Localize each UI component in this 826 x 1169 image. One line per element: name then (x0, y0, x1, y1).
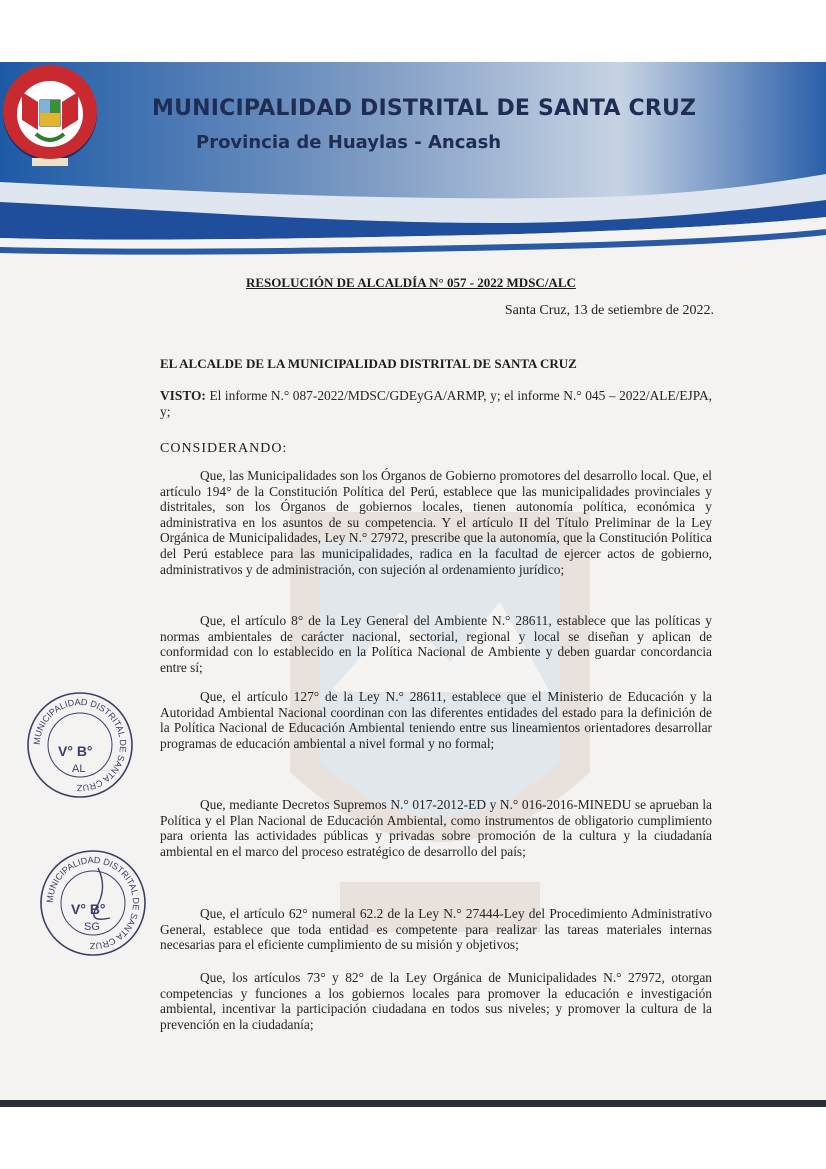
stamp-al-mark: V° B° (58, 743, 93, 759)
considerando-paragraph-3: Que, el artículo 127° de la Ley N.° 28611, establece que el Ministerio de Educación y la Autoridad Ambiental Nacional coordinan con las diferentes entidades del estado para la definición de la Política Nacional de Educación Ambiental teniendo entre sus lineamientos orientadores desarrollar programas de educación ambiental a nivel formal y no formal; (160, 689, 712, 751)
considerando-paragraph-1: Que, las Municipalidades son los Órganos de Gobierno promotores del desarrollo local. Que, el artículo 194° de la Constitución Política del Perú, establece que las municipalidades provinciales y distritales, son los Órganos de gobiernos locales, tienen autonomía política, económica y administrativa en los asuntos de su competencia. Y el artículo II del Título Preliminar de la Ley Orgánica de Municipalidades, Ley N.° 27972, prescribe que la autonomía, que la Constitución Política del Perú establece para las municipalidades, radica en la facultad de ejercer actos de gobierno, administrativos y de administración, con sujeción al ordenamiento jurídico; (160, 468, 712, 577)
approval-stamp-sg (38, 848, 148, 958)
visto-paragraph (160, 388, 712, 419)
considerando-paragraph-4: Que, mediante Decretos Supremos N.° 017-2012-ED y N.° 016-2016-MINEDU se aprueban la Política y el Plan Nacional de Educación Ambiental, como instrumentos de obligatorio cumplimiento para orienta las actividades públicas y privadas sobre promoción de la cultura y la ciudadanía ambiental en el marco del proceso estratégico de desarrollo del país; (160, 797, 712, 859)
visto-label: VISTO: (160, 388, 206, 403)
resolution-title: RESOLUCIÓN DE ALCALDÍA N° 057 - 2022 MDSC/ALC (246, 275, 576, 290)
visto-text: El informe N.° 087-2022/MDSC/GDEyGA/ARMP, y; el informe N.° 045 – 2022/ALE/EJPA, y; (160, 388, 712, 419)
stamp-sg-initials: SG (84, 921, 100, 933)
stamp-sg-mark: V° B° (71, 901, 106, 917)
province-subtitle: Provincia de Huaylas - Ancash (196, 132, 502, 153)
letterhead-banner (0, 62, 826, 262)
date-line: Santa Cruz, 13 de setiembre de 2022. (504, 303, 714, 318)
stamp-al-ring-text: MUNICIPALIDAD DISTRITAL DE SANTA CRUZ (31, 696, 129, 794)
stamp-sg-ring-text: MUNICIPALIDAD DISTRITAL DE SANTA CRUZ (44, 854, 142, 952)
considerando-heading: CONSIDERANDO: (160, 441, 288, 456)
considerando-paragraph-6: Que, los artículos 73° y 82° de la Ley Orgánica de Municipalidades N.° 27972, otorgan competencias y funciones a los gobiernos locales para promover la educación e investigación ambiental, incentivar la participación ciudadana en todos sus niveles; y promover la cultura de la prevención en la ciudadanía; (160, 970, 712, 1032)
stamp-al-initials: AL (72, 763, 86, 775)
page-edge-shadow (0, 1100, 826, 1107)
authority-heading: EL ALCALDE DE LA MUNICIPALIDAD DISTRITAL DE SANTA CRUZ (160, 356, 577, 371)
considerando-paragraph-2: Que, el artículo 8° de la Ley General del Ambiente N.° 28611, establece que las políticas y normas ambientales de carácter nacional, sectorial, regional y local se diseñan y aplican de conformidad con lo establecido en la Política Nacional de Ambiente y deben guardar concordancia entre sí; (160, 613, 712, 675)
peru-coat-of-arms-logo (0, 62, 100, 162)
approval-stamp-al (25, 690, 135, 800)
considerando-paragraph-5: Que, el artículo 62° numeral 62.2 de la Ley N.° 27444-Ley del Procedimiento Administrativo General, establece que toda entidad es competente para realizar las tareas materiales internas necesarias para el eficiente cumplimiento de su misión y objetivos; (160, 906, 712, 953)
municipality-title: MUNICIPALIDAD DISTRITAL DE SANTA CRUZ (152, 96, 697, 121)
document-page (0, 62, 826, 1107)
banner-background (0, 62, 826, 262)
